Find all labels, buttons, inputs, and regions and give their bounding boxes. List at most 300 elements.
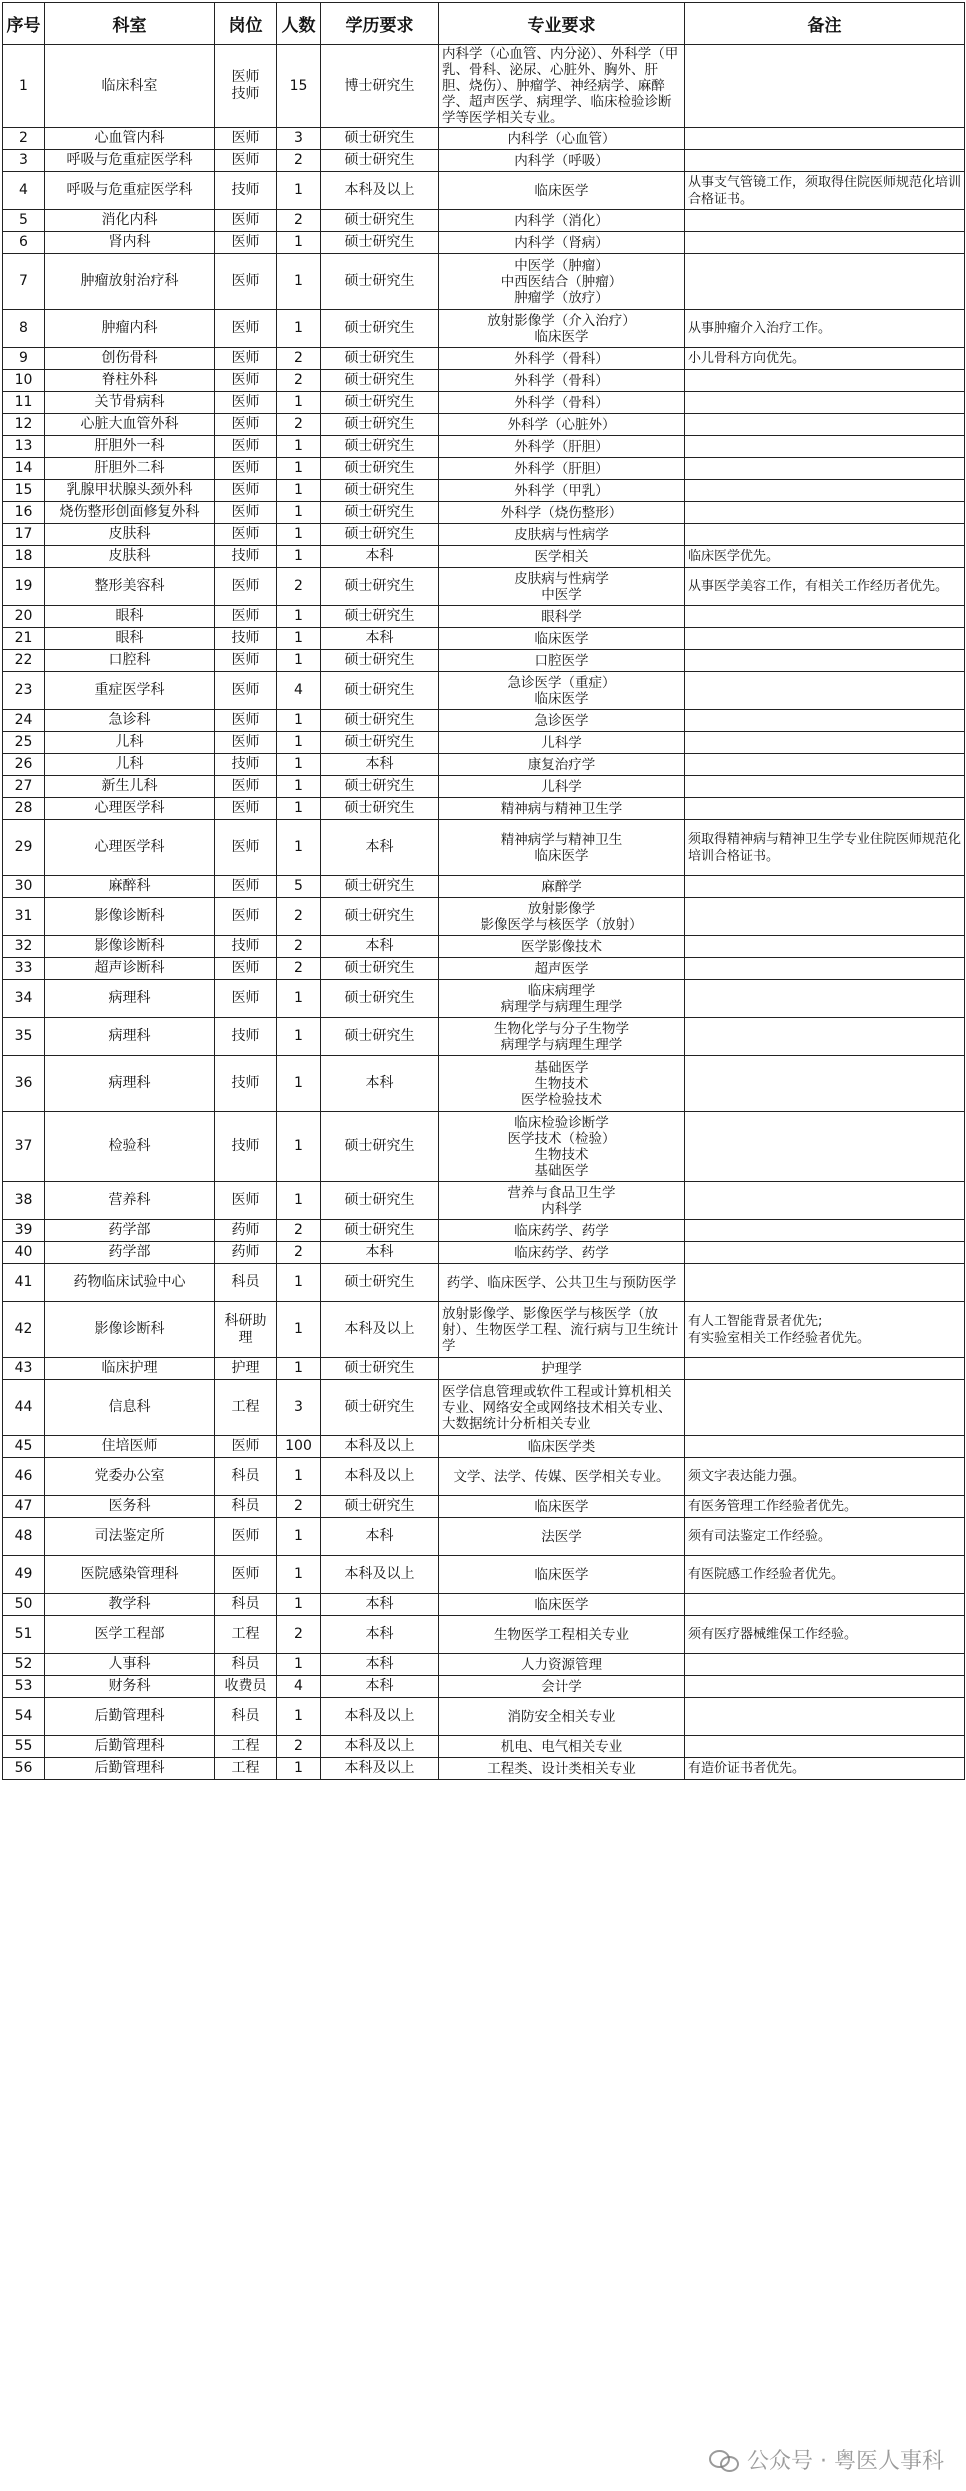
- headcount-cell: 1: [277, 732, 321, 754]
- department-cell: 皮肤科: [45, 546, 215, 568]
- table-row: [3, 1594, 965, 1616]
- education-cell: 博士研究生: [321, 45, 439, 128]
- department-cell: 心理医学科: [45, 798, 215, 820]
- major-cell: 临床检验诊断学 医学技术（检验） 生物技术 基础医学: [439, 1112, 685, 1182]
- headcount-cell: 1: [277, 1518, 321, 1556]
- headcount-cell: 5: [277, 876, 321, 898]
- row-number-cell: 12: [3, 414, 45, 436]
- department-cell: 口腔科: [45, 650, 215, 672]
- headcount-cell: 1: [277, 820, 321, 876]
- education-cell: 硕士研究生: [321, 1220, 439, 1242]
- major-cell: 临床医学: [439, 1496, 685, 1518]
- education-cell: 硕士研究生: [321, 1496, 439, 1518]
- remarks-cell: [685, 1264, 965, 1302]
- remarks-cell: 临床医学优先。: [685, 546, 965, 568]
- headcount-cell: 2: [277, 1736, 321, 1758]
- table-row: [3, 1736, 965, 1758]
- major-cell: 内科学（心血管）: [439, 128, 685, 150]
- department-cell: 后勤管理科: [45, 1736, 215, 1758]
- position-cell: 工程: [215, 1736, 277, 1758]
- position-cell: 医师: [215, 232, 277, 254]
- remarks-cell: [685, 650, 965, 672]
- table-row: [3, 628, 965, 650]
- major-cell: 护理学: [439, 1358, 685, 1380]
- remarks-cell: [685, 414, 965, 436]
- education-cell: 本科及以上: [321, 1758, 439, 1780]
- department-cell: 心理医学科: [45, 820, 215, 876]
- position-cell: 药师: [215, 1220, 277, 1242]
- position-cell: 医师: [215, 980, 277, 1018]
- remarks-cell: [685, 1242, 965, 1264]
- position-cell: 医师: [215, 776, 277, 798]
- department-cell: 急诊科: [45, 710, 215, 732]
- headcount-cell: 2: [277, 1242, 321, 1264]
- department-cell: 临床科室: [45, 45, 215, 128]
- education-cell: 本科: [321, 754, 439, 776]
- position-cell: 工程: [215, 1616, 277, 1654]
- department-cell: 重症医学科: [45, 672, 215, 710]
- remarks-cell: 有医务管理工作经验者优先。: [685, 1496, 965, 1518]
- major-cell: 内科学（心血管、内分泌）、外科学（甲乳、骨科、泌尿、心脏外、胸外、肝胆、烧伤）、肿瘤学、神经病学、麻醉学、超声医学、病理学、临床检验诊断学等医学相关专业。: [439, 45, 685, 128]
- table-row: [3, 1698, 965, 1736]
- position-cell: 医师: [215, 672, 277, 710]
- department-cell: 检验科: [45, 1112, 215, 1182]
- education-cell: 硕士研究生: [321, 732, 439, 754]
- header-cell: 科室: [45, 3, 215, 45]
- remarks-cell: [685, 876, 965, 898]
- headcount-cell: 2: [277, 1220, 321, 1242]
- position-cell: 技师: [215, 628, 277, 650]
- department-cell: 教学科: [45, 1594, 215, 1616]
- major-cell: 生物医学工程相关专业: [439, 1616, 685, 1654]
- table-row: [3, 568, 965, 606]
- table-row: [3, 1436, 965, 1458]
- major-cell: 临床医学: [439, 1594, 685, 1616]
- row-number-cell: 4: [3, 172, 45, 210]
- table-row: [3, 1056, 965, 1112]
- position-cell: 医师: [215, 502, 277, 524]
- education-cell: 硕士研究生: [321, 524, 439, 546]
- remarks-cell: 须有医疗器械维保工作经验。: [685, 1616, 965, 1654]
- table-row: [3, 1242, 965, 1264]
- remarks-cell: [685, 232, 965, 254]
- major-cell: 医学影像技术: [439, 936, 685, 958]
- department-cell: 医学工程部: [45, 1616, 215, 1654]
- row-number-cell: 53: [3, 1676, 45, 1698]
- major-cell: 临床药学、药学: [439, 1220, 685, 1242]
- headcount-cell: 1: [277, 524, 321, 546]
- position-cell: 医师: [215, 898, 277, 936]
- headcount-cell: 1: [277, 1112, 321, 1182]
- major-cell: 皮肤病与性病学 中医学: [439, 568, 685, 606]
- major-cell: 临床医学: [439, 628, 685, 650]
- row-number-cell: 28: [3, 798, 45, 820]
- major-cell: 儿科学: [439, 776, 685, 798]
- table-row: [3, 650, 965, 672]
- education-cell: 硕士研究生: [321, 370, 439, 392]
- major-cell: 临床医学: [439, 1556, 685, 1594]
- remarks-cell: [685, 606, 965, 628]
- table-row: [3, 414, 965, 436]
- position-cell: 科员: [215, 1698, 277, 1736]
- education-cell: 本科: [321, 1616, 439, 1654]
- education-cell: 硕士研究生: [321, 392, 439, 414]
- table-row: [3, 754, 965, 776]
- row-number-cell: 38: [3, 1182, 45, 1220]
- position-cell: 护理: [215, 1358, 277, 1380]
- headcount-cell: 1: [277, 502, 321, 524]
- row-number-cell: 19: [3, 568, 45, 606]
- row-number-cell: 22: [3, 650, 45, 672]
- headcount-cell: 3: [277, 1380, 321, 1436]
- table-row: [3, 1302, 965, 1358]
- major-cell: 麻醉学: [439, 876, 685, 898]
- education-cell: 本科: [321, 628, 439, 650]
- headcount-cell: 1: [277, 1358, 321, 1380]
- education-cell: 硕士研究生: [321, 1018, 439, 1056]
- position-cell: 科员: [215, 1496, 277, 1518]
- table-row: [3, 732, 965, 754]
- row-number-cell: 6: [3, 232, 45, 254]
- table-row: [3, 546, 965, 568]
- major-cell: 外科学（心脏外）: [439, 414, 685, 436]
- remarks-cell: [685, 754, 965, 776]
- remarks-cell: [685, 776, 965, 798]
- row-number-cell: 23: [3, 672, 45, 710]
- education-cell: 硕士研究生: [321, 210, 439, 232]
- table-row: [3, 370, 965, 392]
- header-cell: 岗位: [215, 3, 277, 45]
- row-number-cell: 26: [3, 754, 45, 776]
- table-row: [3, 710, 965, 732]
- headcount-cell: 1: [277, 1264, 321, 1302]
- remarks-cell: [685, 798, 965, 820]
- major-cell: 超声医学: [439, 958, 685, 980]
- position-cell: 医师: [215, 710, 277, 732]
- table-row: [3, 172, 965, 210]
- row-number-cell: 35: [3, 1018, 45, 1056]
- headcount-cell: 1: [277, 1056, 321, 1112]
- table-row: [3, 1616, 965, 1654]
- education-cell: 本科及以上: [321, 1302, 439, 1358]
- headcount-cell: 1: [277, 1758, 321, 1780]
- row-number-cell: 3: [3, 150, 45, 172]
- education-cell: 硕士研究生: [321, 458, 439, 480]
- remarks-cell: [685, 898, 965, 936]
- remarks-cell: 须取得精神病与精神卫生学专业住院医师规范化培训合格证书。: [685, 820, 965, 876]
- remarks-cell: [685, 1056, 965, 1112]
- education-cell: 本科及以上: [321, 172, 439, 210]
- major-cell: 内科学（肾病）: [439, 232, 685, 254]
- education-cell: 本科及以上: [321, 1556, 439, 1594]
- headcount-cell: 1: [277, 172, 321, 210]
- education-cell: 硕士研究生: [321, 710, 439, 732]
- header-cell: 序号: [3, 3, 45, 45]
- education-cell: 本科: [321, 1056, 439, 1112]
- remarks-cell: [685, 1654, 965, 1676]
- position-cell: 医师: [215, 348, 277, 370]
- table-row: [3, 524, 965, 546]
- department-cell: 党委办公室: [45, 1458, 215, 1496]
- remarks-cell: [685, 1736, 965, 1758]
- position-cell: 医师: [215, 650, 277, 672]
- department-cell: 临床护理: [45, 1358, 215, 1380]
- table-row: [3, 458, 965, 480]
- major-cell: 会计学: [439, 1676, 685, 1698]
- position-cell: 医师: [215, 732, 277, 754]
- headcount-cell: 1: [277, 232, 321, 254]
- department-cell: 药物临床试验中心: [45, 1264, 215, 1302]
- position-cell: 医师: [215, 436, 277, 458]
- watermark: [709, 2444, 944, 2475]
- row-number-cell: 11: [3, 392, 45, 414]
- education-cell: 本科及以上: [321, 1436, 439, 1458]
- education-cell: 硕士研究生: [321, 1358, 439, 1380]
- row-number-cell: 49: [3, 1556, 45, 1594]
- position-cell: 医师: [215, 1436, 277, 1458]
- headcount-cell: 15: [277, 45, 321, 128]
- table-row: [3, 898, 965, 936]
- headcount-cell: 1: [277, 1654, 321, 1676]
- table-row: [3, 820, 965, 876]
- position-cell: 医师: [215, 606, 277, 628]
- department-cell: 儿科: [45, 732, 215, 754]
- remarks-cell: [685, 1594, 965, 1616]
- row-number-cell: 32: [3, 936, 45, 958]
- position-cell: 医师: [215, 370, 277, 392]
- education-cell: 硕士研究生: [321, 876, 439, 898]
- department-cell: 病理科: [45, 980, 215, 1018]
- row-number-cell: 13: [3, 436, 45, 458]
- table-row: [3, 210, 965, 232]
- row-number-cell: 29: [3, 820, 45, 876]
- table-row: [3, 254, 965, 310]
- major-cell: 康复治疗学: [439, 754, 685, 776]
- major-cell: 精神病与精神卫生学: [439, 798, 685, 820]
- table-row: [3, 1458, 965, 1496]
- headcount-cell: 1: [277, 628, 321, 650]
- headcount-cell: 2: [277, 958, 321, 980]
- education-cell: 硕士研究生: [321, 348, 439, 370]
- department-cell: 麻醉科: [45, 876, 215, 898]
- remarks-cell: [685, 1358, 965, 1380]
- education-cell: 硕士研究生: [321, 798, 439, 820]
- position-cell: 药师: [215, 1242, 277, 1264]
- remarks-cell: [685, 936, 965, 958]
- row-number-cell: 55: [3, 1736, 45, 1758]
- remarks-cell: [685, 1220, 965, 1242]
- department-cell: 后勤管理科: [45, 1698, 215, 1736]
- headcount-cell: 1: [277, 1182, 321, 1220]
- row-number-cell: 1: [3, 45, 45, 128]
- education-cell: 硕士研究生: [321, 1380, 439, 1436]
- row-number-cell: 24: [3, 710, 45, 732]
- headcount-cell: 2: [277, 898, 321, 936]
- major-cell: 急诊医学（重症） 临床医学: [439, 672, 685, 710]
- education-cell: 硕士研究生: [321, 898, 439, 936]
- row-number-cell: 36: [3, 1056, 45, 1112]
- position-cell: 工程: [215, 1380, 277, 1436]
- education-cell: 本科: [321, 546, 439, 568]
- remarks-cell: 须文字表达能力强。: [685, 1458, 965, 1496]
- position-cell: 医师: [215, 392, 277, 414]
- major-cell: 放射影像学 影像医学与核医学（放射）: [439, 898, 685, 936]
- major-cell: 外科学（肝胆）: [439, 436, 685, 458]
- remarks-cell: [685, 436, 965, 458]
- table-row: [3, 1758, 965, 1780]
- major-cell: 临床医学类: [439, 1436, 685, 1458]
- department-cell: 心脏大血管外科: [45, 414, 215, 436]
- education-cell: 硕士研究生: [321, 150, 439, 172]
- headcount-cell: 1: [277, 480, 321, 502]
- headcount-cell: 1: [277, 1594, 321, 1616]
- headcount-cell: 2: [277, 370, 321, 392]
- headcount-cell: 1: [277, 1018, 321, 1056]
- education-cell: 本科: [321, 1676, 439, 1698]
- department-cell: 肾内科: [45, 232, 215, 254]
- education-cell: 本科: [321, 1242, 439, 1264]
- position-cell: 医师: [215, 524, 277, 546]
- position-cell: 技师: [215, 546, 277, 568]
- department-cell: 肿瘤放射治疗科: [45, 254, 215, 310]
- row-number-cell: 5: [3, 210, 45, 232]
- position-cell: 技师: [215, 1056, 277, 1112]
- position-cell: 技师: [215, 754, 277, 776]
- department-cell: 医院感染管理科: [45, 1556, 215, 1594]
- headcount-cell: 1: [277, 754, 321, 776]
- major-cell: 外科学（骨科）: [439, 392, 685, 414]
- headcount-cell: 2: [277, 210, 321, 232]
- position-cell: 医师: [215, 876, 277, 898]
- major-cell: 皮肤病与性病学: [439, 524, 685, 546]
- row-number-cell: 33: [3, 958, 45, 980]
- department-cell: 住培医师: [45, 1436, 215, 1458]
- education-cell: 本科及以上: [321, 1458, 439, 1496]
- row-number-cell: 40: [3, 1242, 45, 1264]
- recruitment-table: [2, 2, 965, 1780]
- major-cell: 外科学（烧伤整形）: [439, 502, 685, 524]
- remarks-cell: [685, 1436, 965, 1458]
- position-cell: 技师: [215, 172, 277, 210]
- remarks-cell: [685, 458, 965, 480]
- major-cell: 生物化学与分子生物学 病理学与病理生理学: [439, 1018, 685, 1056]
- department-cell: 医务科: [45, 1496, 215, 1518]
- remarks-cell: [685, 1698, 965, 1736]
- table-row: [3, 876, 965, 898]
- headcount-cell: 2: [277, 1496, 321, 1518]
- headcount-cell: 2: [277, 568, 321, 606]
- table-row: [3, 1496, 965, 1518]
- remarks-cell: [685, 254, 965, 310]
- row-number-cell: 48: [3, 1518, 45, 1556]
- remarks-cell: [685, 980, 965, 1018]
- position-cell: 医师 技师: [215, 45, 277, 128]
- table-row: [3, 1264, 965, 1302]
- remarks-cell: [685, 1380, 965, 1436]
- position-cell: 医师: [215, 1556, 277, 1594]
- row-number-cell: 42: [3, 1302, 45, 1358]
- headcount-cell: 1: [277, 458, 321, 480]
- remarks-cell: [685, 958, 965, 980]
- table-row: [3, 936, 965, 958]
- major-cell: 内科学（消化）: [439, 210, 685, 232]
- table-row: [3, 1518, 965, 1556]
- education-cell: 硕士研究生: [321, 1182, 439, 1220]
- position-cell: 医师: [215, 798, 277, 820]
- header-cell: 人数: [277, 3, 321, 45]
- remarks-cell: 小儿骨科方向优先。: [685, 348, 965, 370]
- position-cell: 医师: [215, 820, 277, 876]
- department-cell: 乳腺甲状腺头颈外科: [45, 480, 215, 502]
- headcount-cell: 1: [277, 1698, 321, 1736]
- education-cell: 本科及以上: [321, 1736, 439, 1758]
- department-cell: 肿瘤内科: [45, 310, 215, 348]
- row-number-cell: 44: [3, 1380, 45, 1436]
- table-row: [3, 392, 965, 414]
- department-cell: 新生儿科: [45, 776, 215, 798]
- table-row: [3, 980, 965, 1018]
- department-cell: 病理科: [45, 1018, 215, 1056]
- table-row: [3, 1654, 965, 1676]
- department-cell: 肝胆外二科: [45, 458, 215, 480]
- table-row: [3, 958, 965, 980]
- department-cell: 儿科: [45, 754, 215, 776]
- department-cell: 影像诊断科: [45, 1302, 215, 1358]
- major-cell: 医学信息管理或软件工程或计算机相关专业、网络安全或网络技术相关专业、大数据统计分析相关专业: [439, 1380, 685, 1436]
- department-cell: 药学部: [45, 1220, 215, 1242]
- position-cell: 医师: [215, 150, 277, 172]
- headcount-cell: 1: [277, 436, 321, 458]
- position-cell: 医师: [215, 210, 277, 232]
- row-number-cell: 43: [3, 1358, 45, 1380]
- department-cell: 病理科: [45, 1056, 215, 1112]
- remarks-cell: 从事医学美容工作，有相关工作经历者优先。: [685, 568, 965, 606]
- headcount-cell: 1: [277, 1556, 321, 1594]
- position-cell: 医师: [215, 958, 277, 980]
- remarks-cell: [685, 628, 965, 650]
- headcount-cell: 1: [277, 254, 321, 310]
- row-number-cell: 31: [3, 898, 45, 936]
- headcount-cell: 2: [277, 1616, 321, 1654]
- header-cell: 备注: [685, 3, 965, 45]
- major-cell: 中医学（肿瘤） 中西医结合（肿瘤） 肿瘤学（放疗）: [439, 254, 685, 310]
- major-cell: 消防安全相关专业: [439, 1698, 685, 1736]
- remarks-cell: [685, 45, 965, 128]
- headcount-cell: 100: [277, 1436, 321, 1458]
- remarks-cell: [685, 524, 965, 546]
- education-cell: 硕士研究生: [321, 128, 439, 150]
- headcount-cell: 1: [277, 776, 321, 798]
- position-cell: 医师: [215, 1518, 277, 1556]
- position-cell: 工程: [215, 1758, 277, 1780]
- row-number-cell: 52: [3, 1654, 45, 1676]
- major-cell: 临床药学、药学: [439, 1242, 685, 1264]
- major-cell: 基础医学 生物技术 医学检验技术: [439, 1056, 685, 1112]
- row-number-cell: 34: [3, 980, 45, 1018]
- remarks-cell: [685, 732, 965, 754]
- table-row: [3, 1358, 965, 1380]
- headcount-cell: 4: [277, 1676, 321, 1698]
- position-cell: 技师: [215, 1112, 277, 1182]
- headcount-cell: 1: [277, 606, 321, 628]
- remarks-cell: [685, 502, 965, 524]
- position-cell: 科员: [215, 1654, 277, 1676]
- table-row: [3, 672, 965, 710]
- row-number-cell: 50: [3, 1594, 45, 1616]
- headcount-cell: 3: [277, 128, 321, 150]
- major-cell: 工程类、设计类相关专业: [439, 1758, 685, 1780]
- headcount-cell: 1: [277, 1302, 321, 1358]
